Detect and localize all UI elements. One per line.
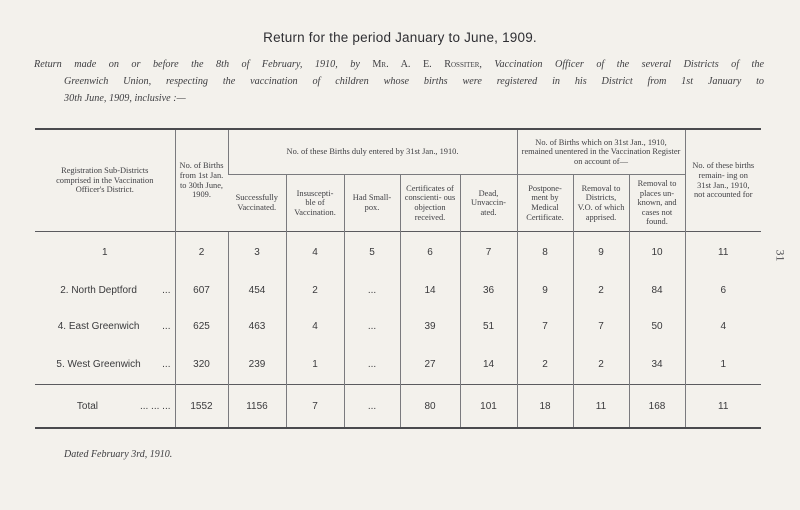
column-number: 2 bbox=[175, 232, 228, 273]
column-number: 9 bbox=[573, 232, 629, 273]
header-district: Registration Sub-Districts comprised in the Vaccination Officer's District. bbox=[56, 166, 154, 195]
leader-dots: ... ... ... bbox=[139, 400, 171, 412]
table-cell: 2 bbox=[517, 344, 573, 385]
table-cell: 454 bbox=[228, 272, 286, 308]
header-insusceptible: Insuscepti- ble of Vaccination. bbox=[286, 175, 344, 232]
intro-line-3: 30th June, 1909, inclusive :— bbox=[64, 93, 186, 104]
header-postponed-group: No. of Births which on 31st Jan., 1910, remained unentered in the Vaccination Register on account of— bbox=[517, 129, 685, 175]
table-row bbox=[35, 272, 761, 308]
dated-line: Dated February 3rd, 1910. bbox=[64, 449, 173, 460]
table-cell: 14 bbox=[400, 272, 460, 308]
district-name-text: 5. West Greenwich bbox=[56, 358, 141, 370]
table-cell: 27 bbox=[400, 344, 460, 385]
page-number: 31 bbox=[773, 249, 788, 262]
header-removal-districts: Removal to Districts, V.O. of which apprised. bbox=[573, 175, 629, 232]
table-cell: 50 bbox=[629, 308, 685, 344]
leader-dots: ... bbox=[162, 284, 171, 296]
total-label bbox=[35, 385, 175, 429]
district-name bbox=[35, 272, 175, 308]
header-births: No. of Births from 1st Jan. to 30th June, 1909. bbox=[175, 129, 228, 232]
header-remaining: No. of these births remain- ing on 31st Jan., 1910, not accounted for bbox=[685, 129, 761, 232]
intro-line-1-text: Return made on or before the 8th of February, 1910, by bbox=[34, 59, 360, 70]
table-cell: 4 bbox=[685, 308, 761, 344]
table-cell: 39 bbox=[400, 308, 460, 344]
total-cell: 18 bbox=[517, 385, 573, 429]
page-title: Return for the period January to June, 1909. bbox=[263, 30, 537, 45]
total-cell: 11 bbox=[573, 385, 629, 429]
column-number: 8 bbox=[517, 232, 573, 273]
table-cell: 625 bbox=[175, 308, 228, 344]
table-cell: 6 bbox=[685, 272, 761, 308]
officer-name: Mr. A. E. Rossiter bbox=[372, 59, 480, 70]
table-cell: 239 bbox=[228, 344, 286, 385]
district-name bbox=[35, 308, 175, 344]
total-cell: 101 bbox=[460, 385, 517, 429]
table-cell: 9 bbox=[517, 272, 573, 308]
table-cell: 36 bbox=[460, 272, 517, 308]
intro-line-1-rest: , Vaccination Officer of the several Districts of the bbox=[479, 59, 764, 70]
header-entered-group: No. of these Births duly entered by 31st Jan., 1910. bbox=[228, 129, 517, 175]
table-cell: 51 bbox=[460, 308, 517, 344]
intro-line-2: Greenwich Union, respecting the vaccination of children whose births were registered in his District from 1st January to bbox=[64, 76, 764, 87]
table-cell: 7 bbox=[573, 308, 629, 344]
total-cell: 1552 bbox=[175, 385, 228, 429]
column-number-row bbox=[35, 232, 761, 273]
table-cell: 2 bbox=[573, 344, 629, 385]
column-number: 6 bbox=[400, 232, 460, 273]
header-postponement: Postpone- ment by Medical Certificate. bbox=[517, 175, 573, 232]
column-number: 7 bbox=[460, 232, 517, 273]
total-cell: 7 bbox=[286, 385, 344, 429]
table-cell: ... bbox=[344, 344, 400, 385]
column-number: 3 bbox=[228, 232, 286, 273]
total-cell: 168 bbox=[629, 385, 685, 429]
header-small-pox: Had Small-pox. bbox=[344, 175, 400, 232]
table-cell: 7 bbox=[517, 308, 573, 344]
column-number: 10 bbox=[629, 232, 685, 273]
total-row bbox=[35, 385, 761, 429]
table-cell: 4 bbox=[286, 308, 344, 344]
table-cell: 34 bbox=[629, 344, 685, 385]
total-cell: ... bbox=[344, 385, 400, 429]
table-cell: 2 bbox=[286, 272, 344, 308]
vaccination-return-table bbox=[35, 128, 761, 429]
total-label-text: Total bbox=[76, 400, 99, 412]
total-cell: 11 bbox=[685, 385, 761, 429]
table-cell: 1 bbox=[286, 344, 344, 385]
leader-dots: ... bbox=[162, 358, 171, 370]
table-cell: ... bbox=[344, 272, 400, 308]
table-row bbox=[35, 344, 761, 385]
intro-line-1 bbox=[34, 56, 764, 73]
table-row bbox=[35, 308, 761, 344]
header-removal-unknown: Removal to places un- known, and cases not found. bbox=[629, 175, 685, 232]
total-cell: 80 bbox=[400, 385, 460, 429]
leader-dots: ... bbox=[162, 320, 171, 332]
table-cell: 2 bbox=[573, 272, 629, 308]
table-cell: 1 bbox=[685, 344, 761, 385]
district-name-text: 2. North Deptford bbox=[60, 284, 137, 296]
table-cell: 320 bbox=[175, 344, 228, 385]
district-name bbox=[35, 344, 175, 385]
header-successfully-vaccinated: Successfully Vaccinated. bbox=[228, 175, 286, 232]
header-certificates: Certificates of conscienti- ous objection received. bbox=[400, 175, 460, 232]
table-cell: ... bbox=[344, 308, 400, 344]
total-cell: 1156 bbox=[228, 385, 286, 429]
table-cell: 607 bbox=[175, 272, 228, 308]
district-name-text: 4. East Greenwich bbox=[57, 320, 140, 332]
table-cell: 14 bbox=[460, 344, 517, 385]
header-dead: Dead, Unvaccin- ated. bbox=[460, 175, 517, 232]
column-number: 4 bbox=[286, 232, 344, 273]
table-cell: 84 bbox=[629, 272, 685, 308]
intro-paragraph bbox=[34, 56, 764, 107]
table-cell: 463 bbox=[228, 308, 286, 344]
column-number: 5 bbox=[344, 232, 400, 273]
column-number: 11 bbox=[685, 232, 761, 273]
column-number: 1 bbox=[35, 232, 175, 273]
